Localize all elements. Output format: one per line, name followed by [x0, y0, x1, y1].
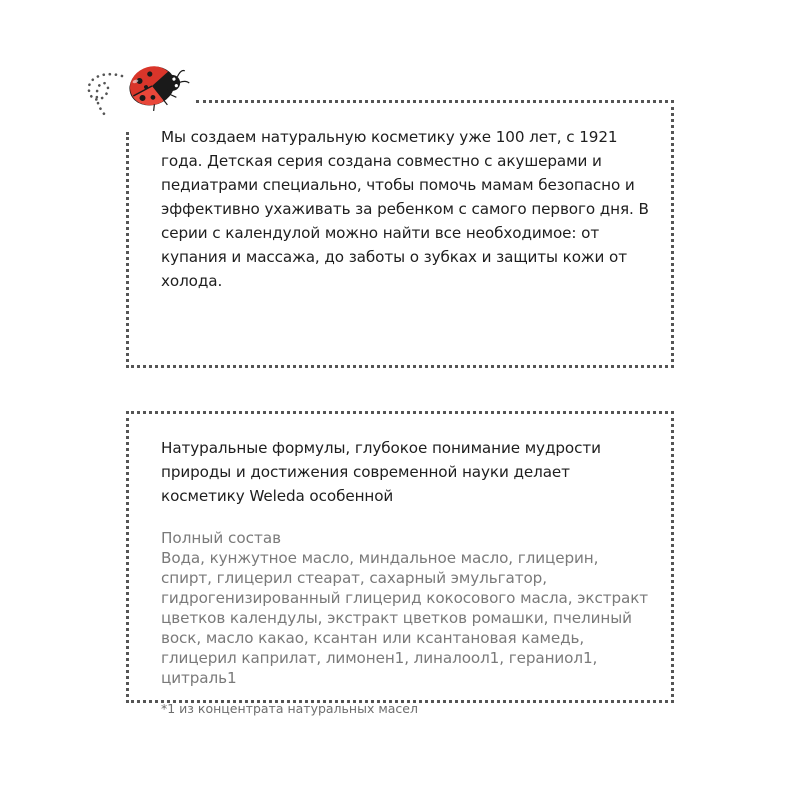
footnote: *1 из концентрата натуральных масел	[161, 701, 418, 716]
intro-card	[126, 100, 674, 368]
intro-text: Мы создаем натуральную косметику уже 100 лет, с 1921 года. Детская серия создана совместно с акушерами и педиатрами специально, чтобы помочь мамам безопасно и эффективно ухаживать за ребенком с самого первого дня. В серии с календулой можно найти все необходимое: от купания и массажа, до заботы о зубках и защиты кожи от холода.	[161, 128, 649, 290]
formula-text: Натуральные формулы, глубокое понимание мудрости природы и достижения современной науки делает косметику Weleda особенной	[161, 439, 601, 505]
ingredients-title: Полный состав	[161, 529, 282, 547]
details-card	[126, 411, 674, 716]
ingredients-list: Вода, кунжутное масло, миндальное масло, глицерин, спирт, глицерил стеарат, сахарный эмульгатор, гидрогенизированный глицерид кокосового масла, экстракт цветков календулы, экстракт цветков ромашки, пчелиный воск, масло какао, ксантан или ксантановая камедь, глицерил каприлат, лимонен1, линалоол1, гераниол1, цитраль1	[161, 549, 649, 687]
